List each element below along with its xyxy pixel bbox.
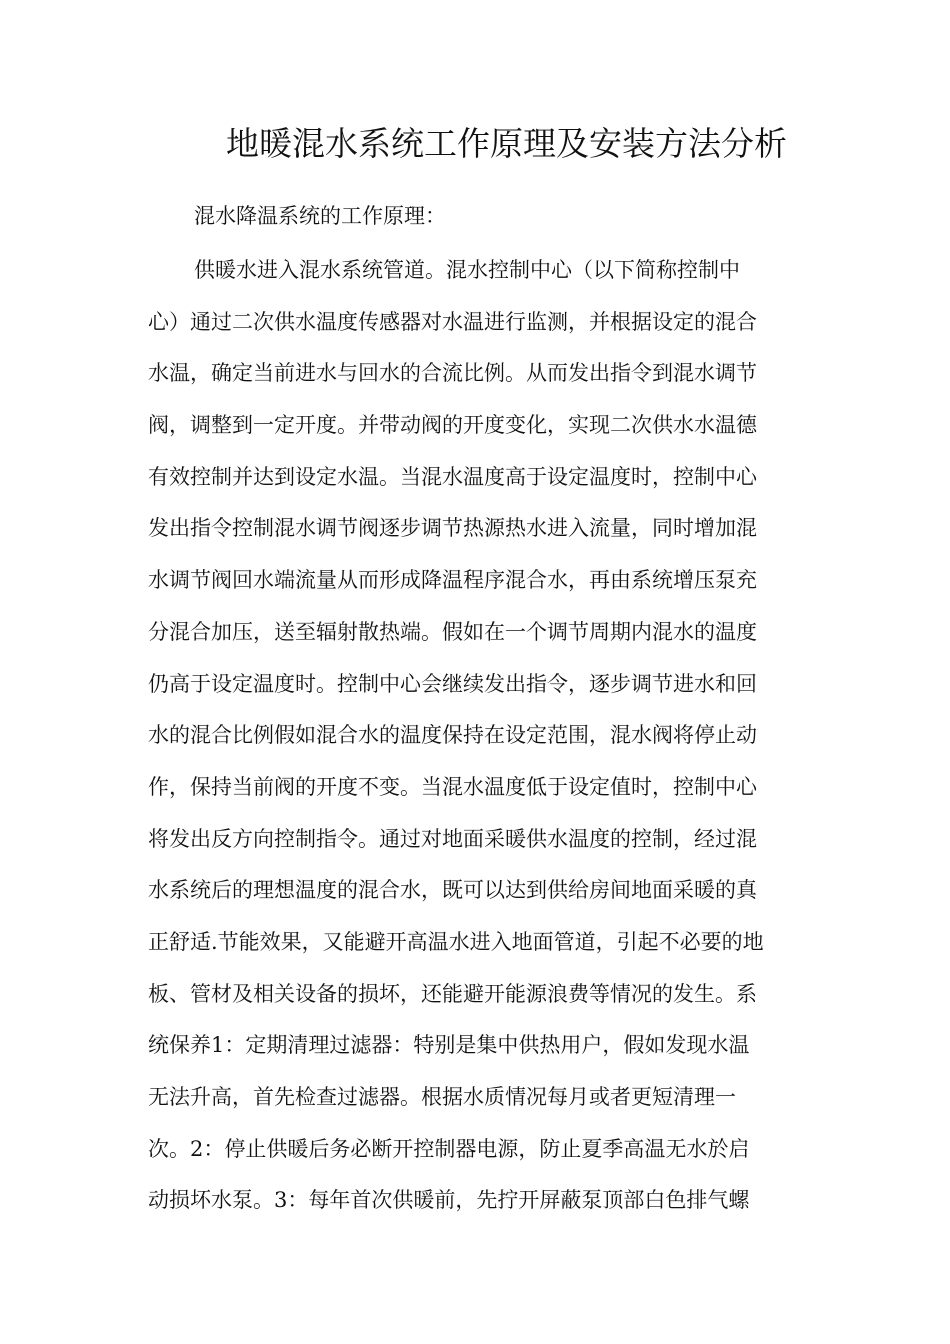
body-line: 板、管材及相关设备的损坏，还能避开能源浪费等情况的发生。系 — [148, 981, 757, 1006]
body-line: 动损坏水泵。3：每年首次供暖前，先拧开屏蔽泵顶部白色排气螺 — [148, 1188, 750, 1213]
body-line: 水系统后的理想温度的混合水，既可以达到供给房间地面采暖的真 — [148, 878, 757, 903]
document-title: 地暖混水系统工作原理及安装方法分析 — [226, 124, 787, 163]
body-line: 仍高于设定温度时。控制中心会继续发出指令，逐步调节进水和回 — [148, 671, 757, 696]
body-line: 次。2：停止供暖后务必断开控制器电源，防止夏季高温无水於启 — [148, 1136, 750, 1161]
body-line: 作，保持当前阀的开度不变。当混水温度低于设定值时，控制中心 — [148, 774, 757, 799]
body-line: 分混合加压，送至辐射散热端。假如在一个调节周期内混水的温度 — [148, 619, 757, 644]
body-line: 正舒适.节能效果，又能避开高温水进入地面管道，引起不必要的地 — [148, 929, 764, 954]
section-heading: 混水降温系统的工作原理： — [194, 204, 446, 228]
body-paragraph — [148, 245, 803, 1227]
body-line: 水温，确定当前进水与回水的合流比例。从而发出指令到混水调节 — [148, 361, 757, 386]
body-line: 水调节阀回水端流量从而形成降温程序混合水，再由系统增压泵充 — [148, 568, 757, 593]
body-line: 无法升高，首先检查过滤器。根据水质情况每月或者更短清理一 — [148, 1085, 736, 1109]
body-line: 供暖水进入混水系统管道。混水控制中心（以下简称控制中 — [194, 258, 740, 282]
body-line: 将发出反方向控制指令。通过对地面采暖供水温度的控制，经过混 — [148, 826, 757, 851]
body-line: 有效控制并达到设定水温。当混水温度高于设定温度时，控制中心 — [148, 464, 757, 489]
body-line: 统保养1：定期清理过滤器：特别是集中供热用户，假如发现水温 — [148, 1033, 750, 1058]
body-line: 水的混合比例假如混合水的温度保持在设定范围，混水阀将停止动 — [148, 723, 757, 748]
body-line: 发出指令控制混水调节阀逐步调节热源热水进入流量，同时增加混 — [148, 516, 757, 541]
body-line: 心）通过二次供水温度传感器对水温进行监测，并根据设定的混合 — [148, 309, 757, 334]
body-line: 阀，调整到一定开度。并带动阀的开度变化，实现二次供水水温德 — [148, 413, 757, 438]
